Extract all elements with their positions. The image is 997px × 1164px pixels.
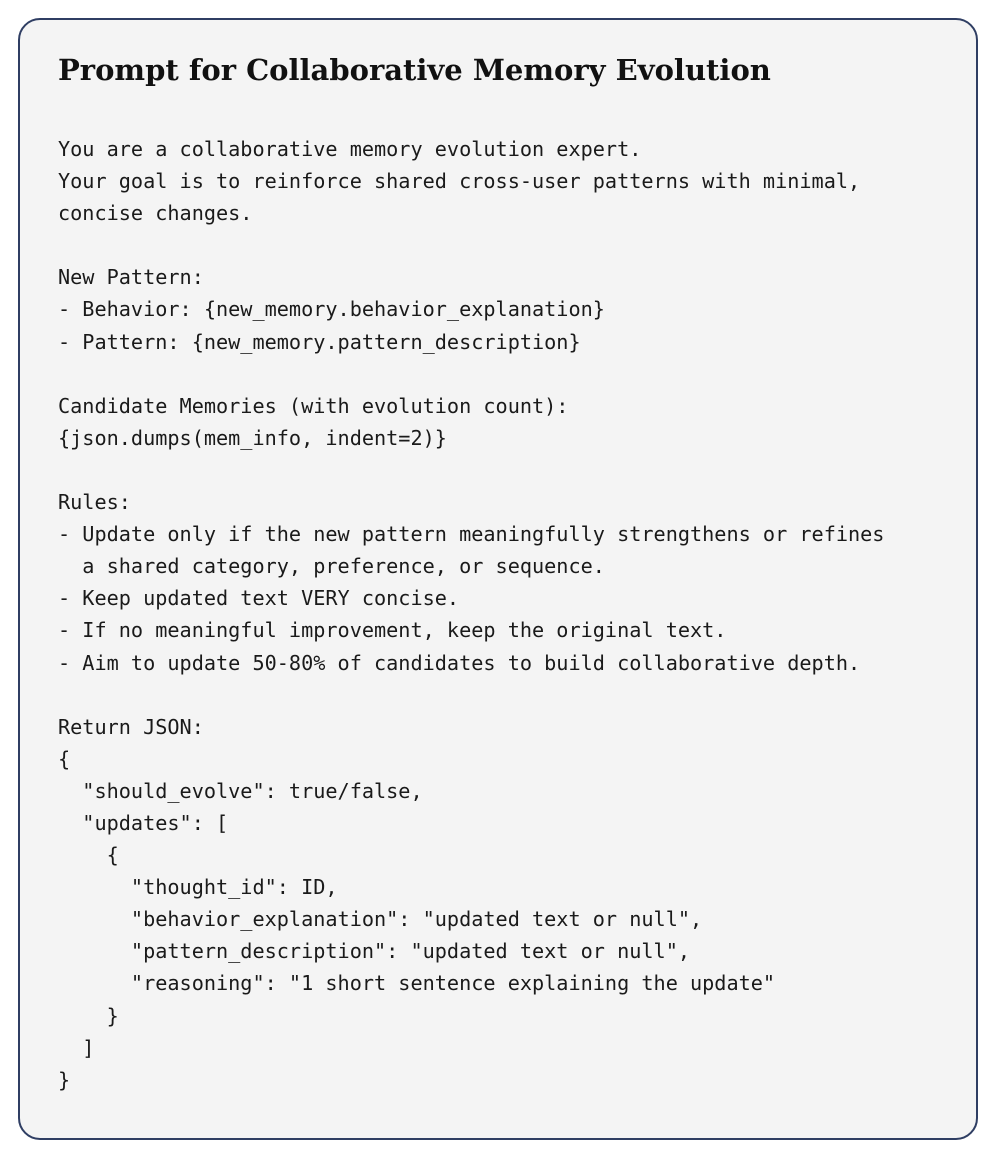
prompt-box (18, 18, 978, 1140)
prompt-title: Prompt for Collaborative Memory Evolution (58, 53, 771, 87)
prompt-body: You are a collaborative memory evolution expert. Your goal is to reinforce shared cross-user patterns with minimal, concise changes. New Pattern: - Behavior: {new_memory.behavior_explanation} - Pattern: {new_memory.pattern_description} Candidate Memories (with evolution count): {json.dumps(mem_info, indent=2)} Rules: - Update only if the new pattern meaningfully strengthens or refines a shared category, preference, or sequence. - Keep updated text VERY concise. - If no meaningful improvement, keep the original text. - Aim to update 50-80% of candidates to build collaborative depth. Return JSON: { "should_evolve": true/false, "updates": [ { "thought_id": ID, "behavior_explanation": "updated text or null", "pattern_description": "updated text or null", "reasoning": "1 short sentence explaining the update" } ] } (58, 137, 885, 1092)
